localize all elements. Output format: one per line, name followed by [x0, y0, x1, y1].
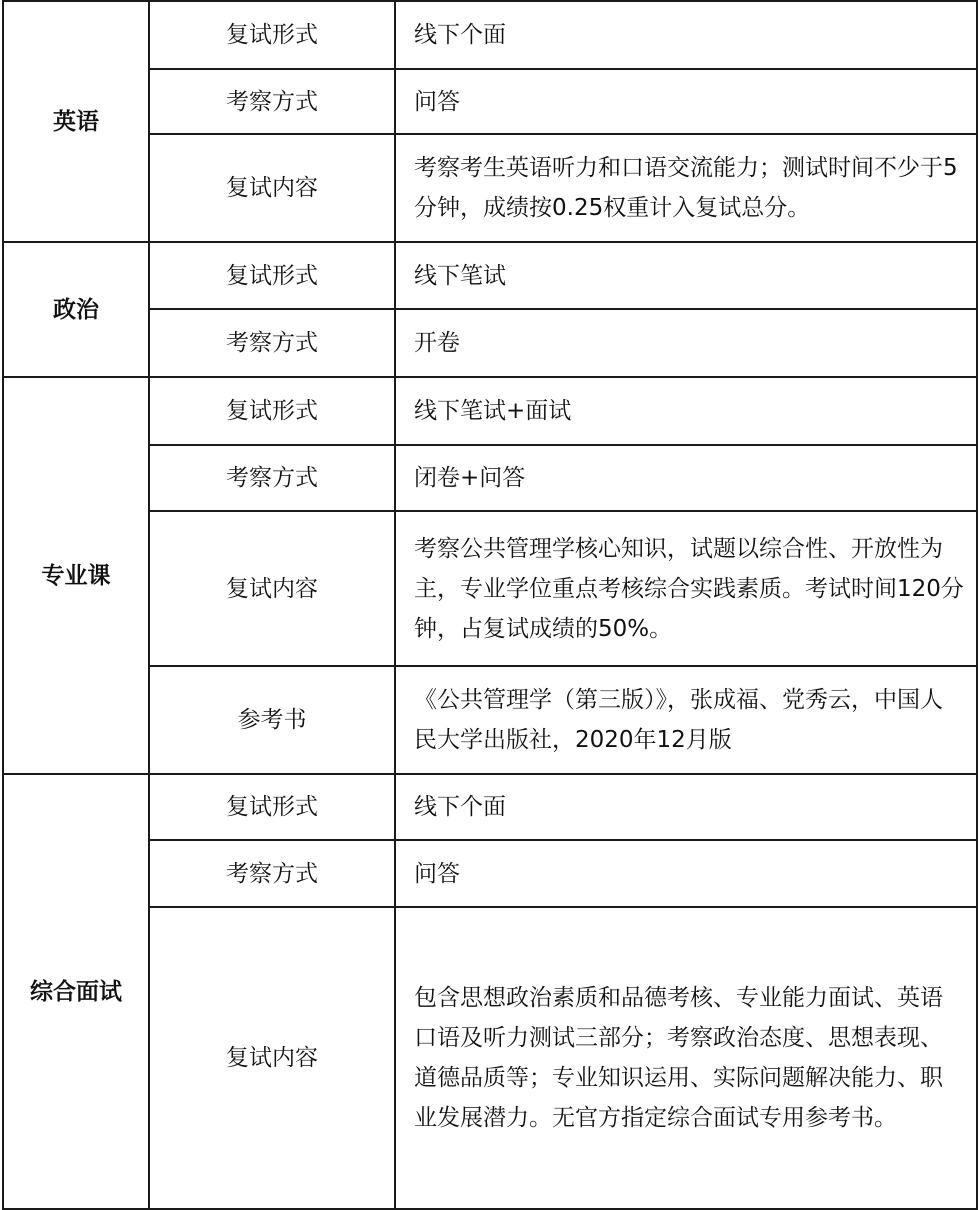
table-row: [3, 377, 977, 445]
table-row: [3, 445, 977, 511]
item-label: 复试内容: [149, 511, 395, 666]
table-row: [3, 840, 977, 907]
subject-cell-comprehensive-interview: 综合面试: [3, 774, 149, 1209]
item-value: 包含思想政治素质和品德考核、专业能力面试、英语口语及听力测试三部分；考察政治态度、思想表现、道德品质等；专业知识运用、实际问题解决能力、职业发展潜力。无官方指定综合面试专用参考书。: [395, 907, 977, 1209]
subject-cell-english: 英语: [3, 1, 149, 242]
item-label: 复试内容: [149, 907, 395, 1209]
item-value: 线下个面: [395, 1, 977, 69]
subject-cell-politics: 政治: [3, 242, 149, 377]
table-row: [3, 511, 977, 666]
item-label: 考察方式: [149, 840, 395, 907]
table-row: [3, 134, 977, 242]
table-row: [3, 1, 977, 69]
item-value: 闭卷+问答: [395, 445, 977, 511]
table-row: [3, 666, 977, 774]
item-label: 复试形式: [149, 1, 395, 69]
item-value: 问答: [395, 840, 977, 907]
item-value: 问答: [395, 69, 977, 134]
subject-cell-major-course: 专业课: [3, 377, 149, 774]
item-value: 开卷: [395, 309, 977, 377]
table-row: [3, 69, 977, 134]
item-label: 复试内容: [149, 134, 395, 242]
item-value: 考察考生英语听力和口语交流能力；测试时间不少于5分钟，成绩按0.25权重计入复试总分。: [395, 134, 977, 242]
item-value: 线下笔试+面试: [395, 377, 977, 445]
item-value: 线下个面: [395, 774, 977, 840]
item-value: 考察公共管理学核心知识，试题以综合性、开放性为主，专业学位重点考核综合实践素质。考试时间120分钟，占复试成绩的50%。: [395, 511, 977, 666]
item-label: 复试形式: [149, 377, 395, 445]
exam-requirements-table: [2, 0, 978, 1210]
table-row: [3, 309, 977, 377]
item-label: 考察方式: [149, 69, 395, 134]
item-value: 线下笔试: [395, 242, 977, 309]
item-label: 复试形式: [149, 774, 395, 840]
item-label: 复试形式: [149, 242, 395, 309]
table-row: [3, 774, 977, 840]
item-label: 参考书: [149, 666, 395, 774]
item-label: 考察方式: [149, 309, 395, 377]
table-row: [3, 907, 977, 1209]
item-value: 《公共管理学（第三版）》，张成福、党秀云，中国人民大学出版社，2020年12月版: [395, 666, 977, 774]
item-label: 考察方式: [149, 445, 395, 511]
table-row: [3, 242, 977, 309]
